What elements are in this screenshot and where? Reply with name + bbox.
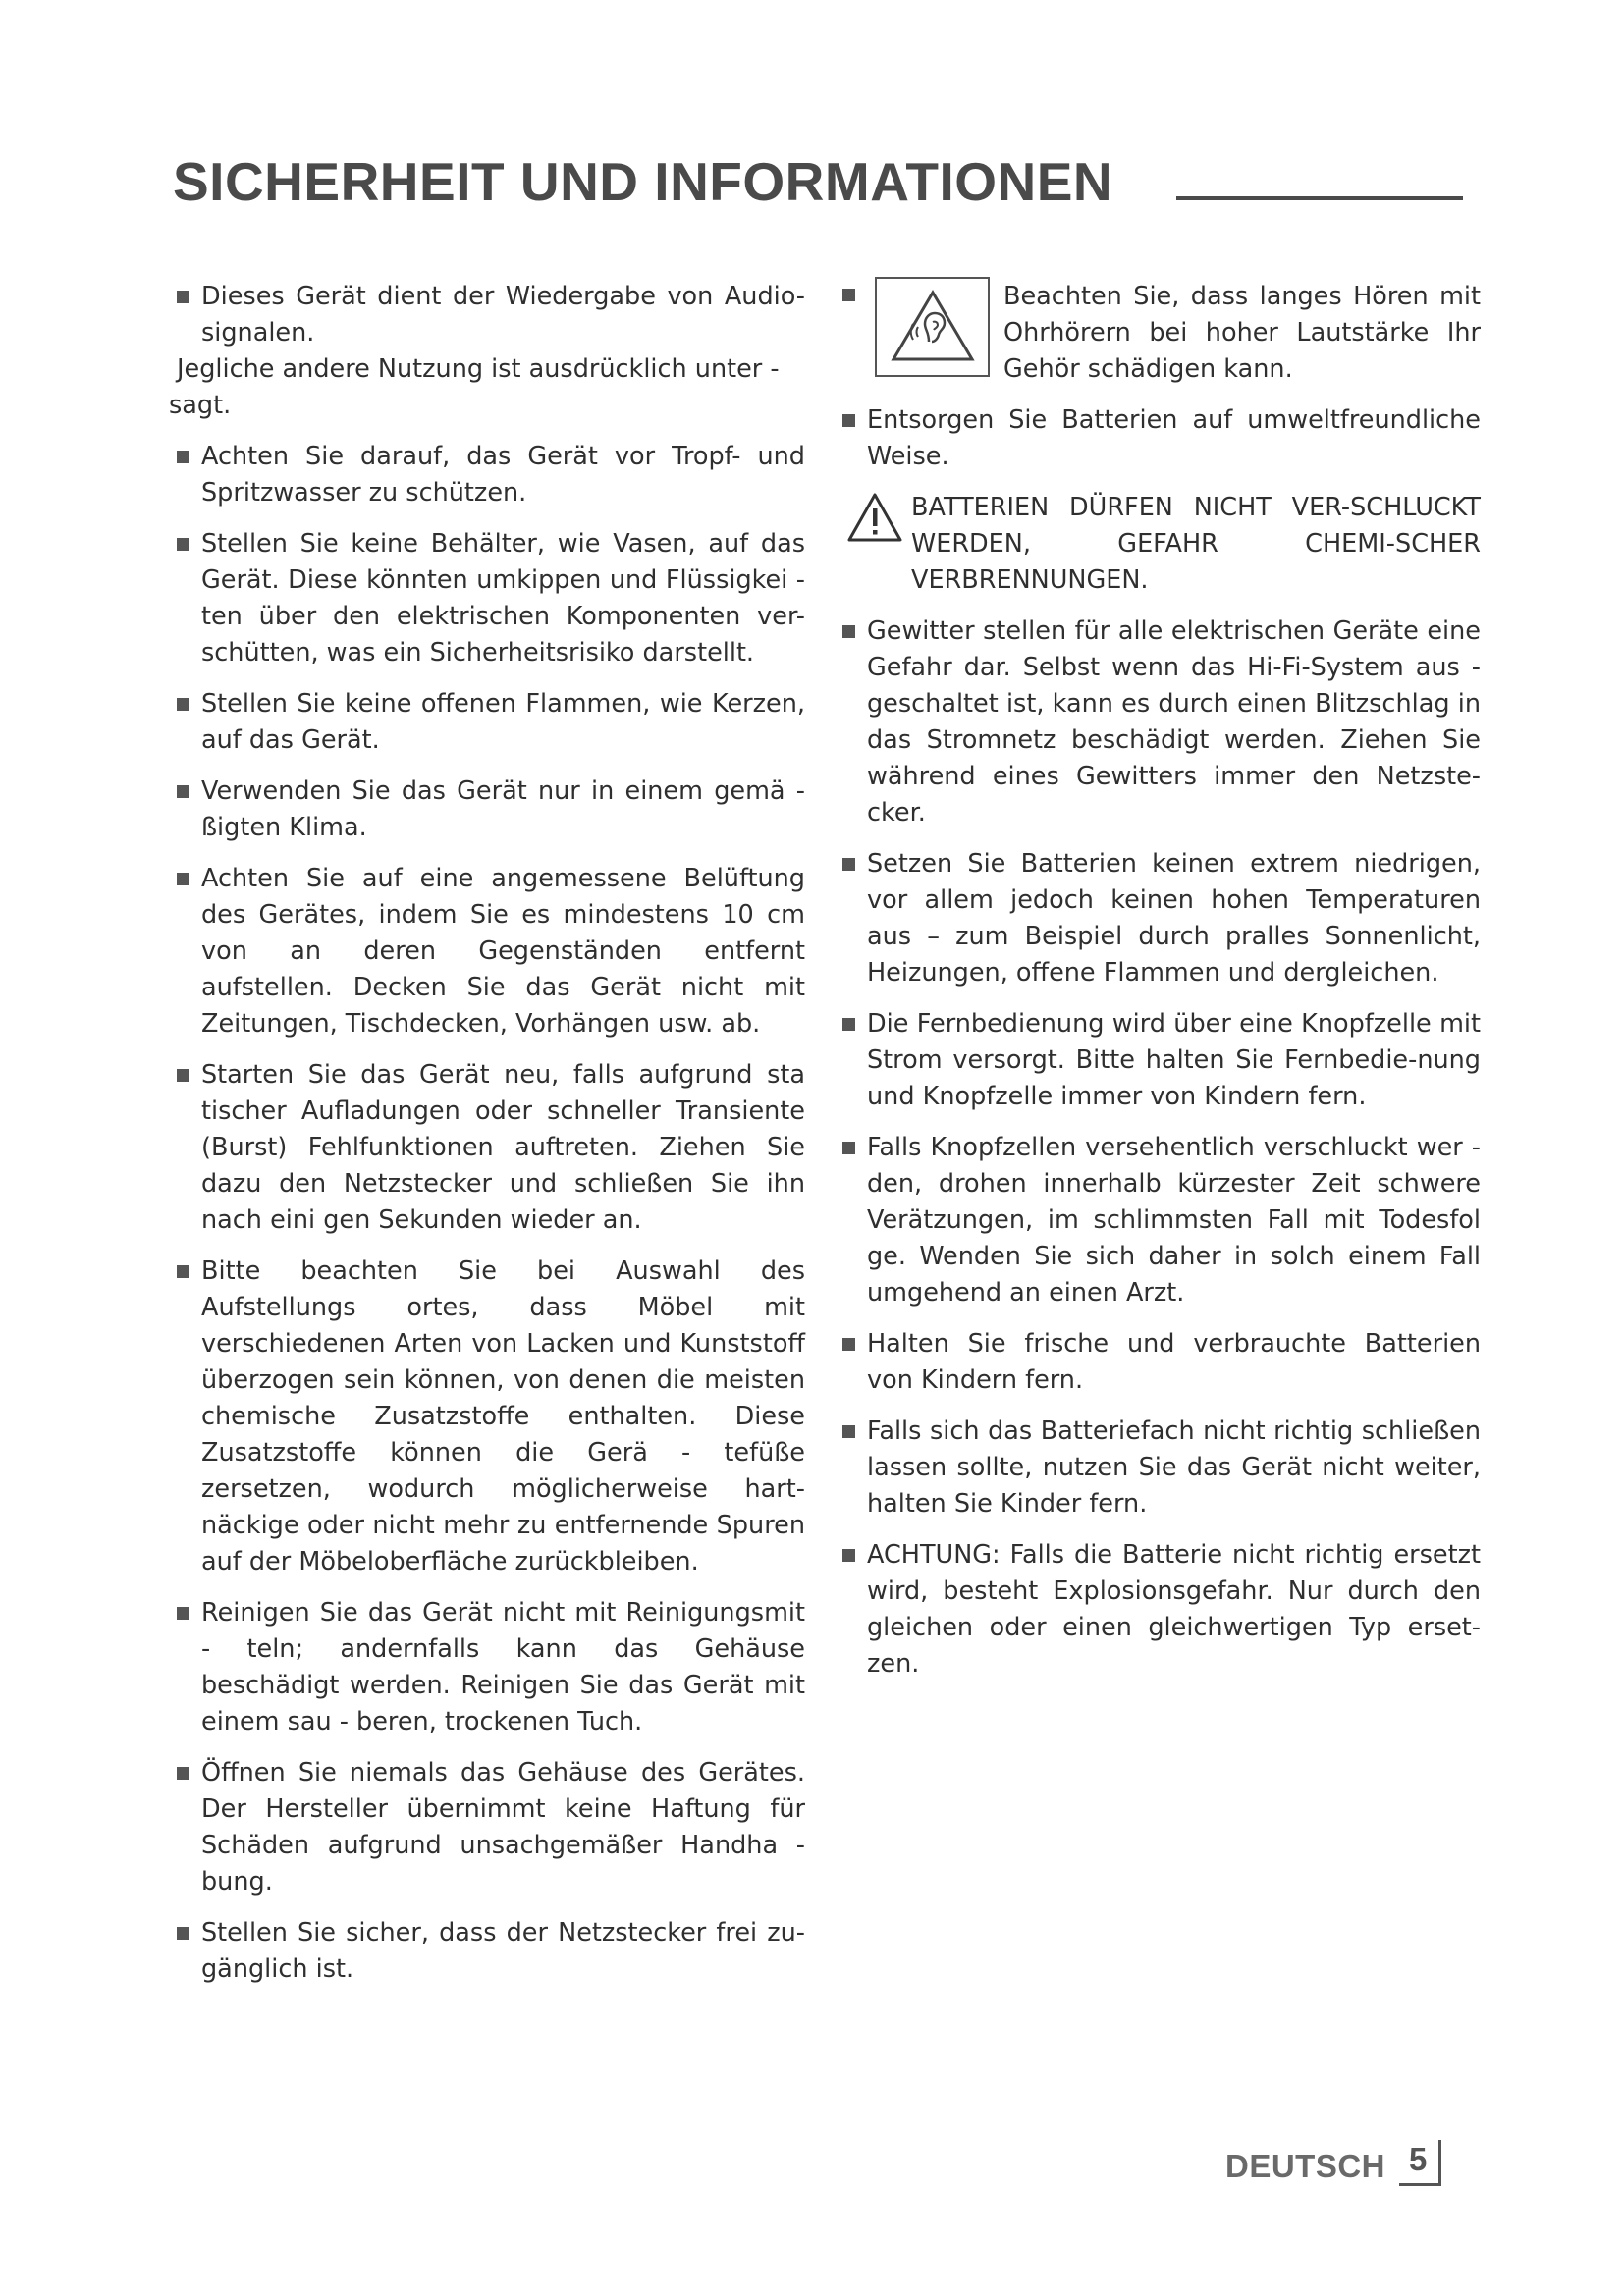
square-bullet-icon bbox=[842, 414, 855, 427]
note-line: sagt. bbox=[169, 391, 232, 420]
square-bullet-icon bbox=[177, 785, 189, 798]
square-bullet-icon bbox=[842, 858, 855, 871]
list-item bbox=[169, 279, 805, 351]
square-bullet-icon bbox=[842, 1425, 855, 1438]
list-item bbox=[835, 1326, 1481, 1399]
footer-language: DEUTSCH bbox=[1225, 2148, 1386, 2184]
item-note bbox=[169, 351, 805, 424]
list-item bbox=[169, 526, 805, 671]
item-text: Halten Sie frische und verbrauchte Batterien von Kindern fern. bbox=[867, 1329, 1481, 1395]
battery-warning bbox=[846, 490, 1481, 599]
page-title: SICHERHEIT UND INFORMATIONEN bbox=[173, 151, 1113, 212]
list-item bbox=[835, 846, 1481, 991]
square-bullet-icon bbox=[177, 1927, 189, 1940]
item-text: Die Fernbedienung wird über eine Knopfzelle mit Strom versorgt. Bitte halten Sie Fernbedie-nung und Knopfzelle immer von Kindern fern. bbox=[867, 1009, 1481, 1111]
item-text: Stellen Sie keine Behälter, wie Vasen, auf das Gerät. Diese könnten umkippen und Flüssigkei - ten über den elektrischen Komponenten ver-schütten, was ein Sicherheitsrisiko darstellt. bbox=[201, 529, 805, 667]
square-bullet-icon bbox=[177, 1069, 189, 1082]
list-item bbox=[169, 1057, 805, 1239]
item-text: Setzen Sie Batterien keinen extrem niedrigen, vor allem jedoch keinen hohen Temperaturen aus – zum Beispiel durch pralles Sonnenlicht, Heizungen, offene Flammen und dergleichen. bbox=[867, 849, 1481, 988]
item-text: Stellen Sie sicher, dass der Netzstecker frei zu-gänglich ist. bbox=[201, 1918, 805, 1984]
square-bullet-icon bbox=[177, 451, 189, 463]
item-text: Gewitter stellen für alle elektrischen Geräte eine Gefahr dar. Selbst wenn das Hi-Fi-System aus - geschaltet ist, kann es durch einen Blitzschlag in das Stromnetz beschädigt werden. Ziehen Sie während eines Gewitters immer den Netzste-cker. bbox=[867, 616, 1481, 828]
list-item bbox=[169, 861, 805, 1042]
item-text: ACHTUNG: Falls die Batterie nicht richtig ersetzt wird, besteht Explosionsgefahr. Nur durch den gleichen oder einen gleichwertigen Typ erset-zen. bbox=[867, 1540, 1481, 1679]
note-line: Jegliche andere Nutzung ist ausdrücklich unter - bbox=[177, 354, 780, 384]
square-bullet-icon bbox=[177, 1265, 189, 1278]
square-bullet-icon bbox=[177, 291, 189, 303]
right-column bbox=[835, 279, 1481, 1697]
item-text: Achten Sie darauf, das Gerät vor Tropf- und Spritzwasser zu schützen. bbox=[201, 442, 805, 507]
warning-text: BATTERIEN DÜRFEN NICHT VER-SCHLUCKT WERDEN, GEFAHR CHEMI-SCHER VERBRENNUNGEN. bbox=[911, 493, 1481, 595]
list-item bbox=[835, 614, 1481, 831]
list-item bbox=[169, 1755, 805, 1900]
square-bullet-icon bbox=[177, 873, 189, 885]
item-text: Dieses Gerät dient der Wiedergabe von Audio-signalen. bbox=[201, 282, 805, 347]
list-item bbox=[835, 1006, 1481, 1115]
list-item bbox=[169, 439, 805, 511]
hearing-warning-item bbox=[835, 279, 1481, 388]
list-item bbox=[835, 1537, 1481, 1682]
warning-triangle-icon bbox=[846, 492, 903, 547]
item-text: Stellen Sie keine offenen Flammen, wie Kerzen, auf das Gerät. bbox=[201, 689, 805, 755]
square-bullet-icon bbox=[177, 1607, 189, 1620]
title-rule bbox=[1176, 196, 1463, 200]
item-text: Starten Sie das Gerät neu, falls aufgrund sta tischer Aufladungen oder schneller Transiente (Burst) Fehlfunktionen auftreten. Ziehen Sie dazu den Netzstecker und schließen Sie ihn nach eini gen Sekunden wieder an. bbox=[201, 1060, 805, 1235]
page-footer bbox=[1225, 2140, 1441, 2186]
list-item bbox=[169, 1595, 805, 1740]
item-text: Beachten Sie, dass langes Hören mit Ohrhörern bei hoher Lautstärke Ihr Gehör schädigen kann. bbox=[1003, 282, 1481, 384]
item-text: Falls sich das Batteriefach nicht richtig schließen lassen sollte, nutzen Sie das Gerät nicht weiter, halten Sie Kinder fern. bbox=[867, 1416, 1481, 1519]
square-bullet-icon bbox=[177, 1767, 189, 1780]
list-item bbox=[835, 402, 1481, 475]
item-text: Entsorgen Sie Batterien auf umweltfreundliche Weise. bbox=[867, 405, 1481, 471]
item-text: Verwenden Sie das Gerät nur in einem gemä - ßigten Klima. bbox=[201, 776, 805, 842]
hearing-damage-warning-icon bbox=[875, 277, 990, 377]
square-bullet-icon bbox=[842, 625, 855, 638]
page-number: 5 bbox=[1399, 2140, 1441, 2186]
list-item bbox=[169, 686, 805, 759]
square-bullet-icon bbox=[842, 1338, 855, 1351]
item-text: Öffnen Sie niemals das Gehäuse des Gerätes. Der Hersteller übernimmt keine Haftung für Schäden aufgrund unsachgemäßer Handha - bung. bbox=[201, 1758, 805, 1896]
list-item bbox=[169, 1254, 805, 1580]
list-item bbox=[835, 1130, 1481, 1311]
square-bullet-icon bbox=[842, 289, 855, 301]
list-item bbox=[835, 1414, 1481, 1522]
list-item bbox=[169, 1915, 805, 1988]
square-bullet-icon bbox=[177, 698, 189, 711]
item-text: Bitte beachten Sie bei Auswahl des Aufstellungs ortes, dass Möbel mit verschiedenen Arten von Lacken und Kunststoff überzogen sein können, von denen die meisten chemische Zusatzstoffe enthalten. Diese Zusatzstoffe können die Gerä - tefüße zersetzen, wodurch möglicherweise hart-näckige oder nicht mehr zu entfernende Spuren auf der Möbeloberfläche zurückbleiben. bbox=[201, 1256, 805, 1576]
item-text: Reinigen Sie das Gerät nicht mit Reinigungsmit - teln; andernfalls kann das Gehäuse beschädigt werden. Reinigen Sie das Gerät mit einem sau - beren, trockenen Tuch. bbox=[201, 1598, 805, 1736]
list-item bbox=[169, 774, 805, 846]
item-text: Achten Sie auf eine angemessene Belüftung des Gerätes, indem Sie es mindestens 10 cm von an deren Gegenständen entfernt aufstellen. Decken Sie das Gerät nicht mit Zeitungen, Tischdecken, Vorhängen usw. ab. bbox=[201, 864, 805, 1039]
square-bullet-icon bbox=[842, 1018, 855, 1031]
item-text: Falls Knopfzellen versehentlich verschluckt wer - den, drohen innerhalb kürzester Zeit schwere Verätzungen, im schlimmsten Fall mit Todesfol ge. Wenden Sie sich daher in solch einem Fall umgehend an einen Arzt. bbox=[867, 1133, 1481, 1308]
square-bullet-icon bbox=[842, 1142, 855, 1154]
square-bullet-icon bbox=[842, 1549, 855, 1562]
left-column bbox=[169, 279, 805, 2002]
square-bullet-icon bbox=[177, 538, 189, 551]
